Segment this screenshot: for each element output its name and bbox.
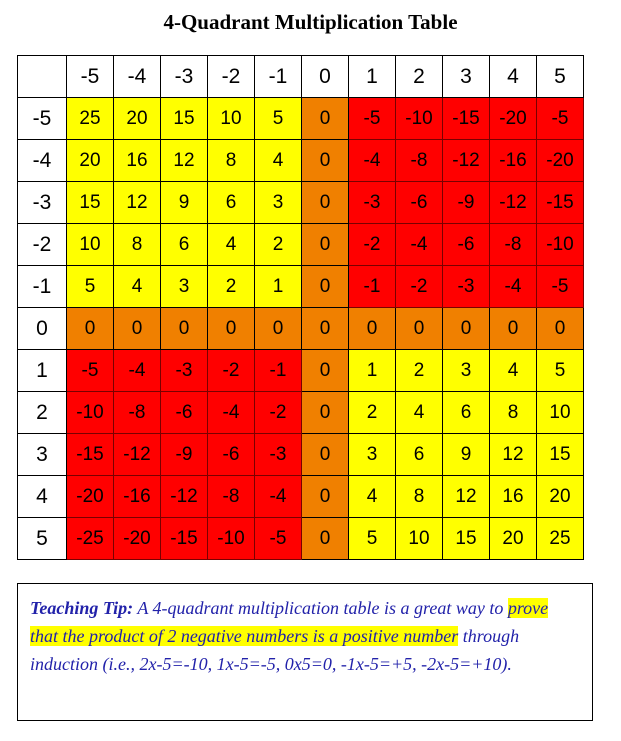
table-cell: -4: [349, 140, 396, 182]
table-row: [18, 476, 584, 518]
column-header: 5: [537, 56, 584, 98]
table-cell: -4: [208, 392, 255, 434]
table-cell: -20: [490, 98, 537, 140]
table-cell: 10: [396, 518, 443, 560]
table-cell: -10: [396, 98, 443, 140]
table-cell: 0: [302, 182, 349, 224]
table-cell: 12: [443, 476, 490, 518]
table-cell: -3: [161, 350, 208, 392]
table-cell: 4: [208, 224, 255, 266]
table-row: [18, 308, 584, 350]
table-cell: 5: [67, 266, 114, 308]
table-cell: 0: [161, 308, 208, 350]
table-cell: -5: [67, 350, 114, 392]
table-cell: 0: [114, 308, 161, 350]
table-cell: -10: [537, 224, 584, 266]
table-cell: -2: [255, 392, 302, 434]
table-cell: 0: [208, 308, 255, 350]
row-header: 2: [18, 392, 67, 434]
row-header: -5: [18, 98, 67, 140]
table-cell: 15: [537, 434, 584, 476]
table-cell: 0: [302, 224, 349, 266]
teaching-tip-text-end: through induction (i.e., 2x-5=-10, 1x-5=-5, 0x5=0, -1x-5=+5, -2x-5=+10).: [30, 626, 520, 674]
table-cell: -15: [161, 518, 208, 560]
table-cell: -3: [255, 434, 302, 476]
column-header: -4: [114, 56, 161, 98]
row-header: -4: [18, 140, 67, 182]
column-header: 4: [490, 56, 537, 98]
table-cell: 15: [161, 98, 208, 140]
table-cell: -20: [67, 476, 114, 518]
table-cell: 8: [208, 140, 255, 182]
column-header: 0: [302, 56, 349, 98]
column-header: -3: [161, 56, 208, 98]
table-cell: 5: [537, 350, 584, 392]
table-cell: -5: [255, 518, 302, 560]
table-cell: 2: [349, 392, 396, 434]
table-cell: 0: [537, 308, 584, 350]
corner-cell: [18, 56, 67, 98]
table-cell: 3: [255, 182, 302, 224]
table-cell: -6: [161, 392, 208, 434]
table-cell: 0: [302, 140, 349, 182]
table-cell: 0: [302, 476, 349, 518]
multiplication-table: [17, 55, 584, 560]
table-cell: -9: [443, 182, 490, 224]
table-cell: 4: [255, 140, 302, 182]
table-cell: 0: [302, 392, 349, 434]
table-cell: 0: [302, 434, 349, 476]
table-cell: 1: [255, 266, 302, 308]
table-cell: 12: [161, 140, 208, 182]
column-header: 1: [349, 56, 396, 98]
table-cell: 16: [114, 140, 161, 182]
table-cell: 0: [302, 98, 349, 140]
table-cell: -20: [114, 518, 161, 560]
table-cell: 3: [443, 350, 490, 392]
table-cell: 0: [302, 350, 349, 392]
table-cell: 12: [490, 434, 537, 476]
table-cell: -2: [208, 350, 255, 392]
teaching-tip-text: A 4-quadrant multiplication table is a great way to: [133, 598, 508, 618]
table-cell: 15: [443, 518, 490, 560]
table-cell: -15: [443, 98, 490, 140]
table-cell: 0: [396, 308, 443, 350]
table-row: [18, 182, 584, 224]
table-cell: 25: [537, 518, 584, 560]
row-header: 4: [18, 476, 67, 518]
table-cell: 6: [443, 392, 490, 434]
table-cell: -6: [396, 182, 443, 224]
table-cell: 2: [396, 350, 443, 392]
table-cell: 0: [302, 266, 349, 308]
table-cell: 10: [208, 98, 255, 140]
table-cell: -6: [443, 224, 490, 266]
table-cell: 5: [255, 98, 302, 140]
table-cell: -3: [349, 182, 396, 224]
table-row: [18, 350, 584, 392]
row-header: 3: [18, 434, 67, 476]
table-cell: -8: [490, 224, 537, 266]
table-row: [18, 140, 584, 182]
table-cell: 0: [443, 308, 490, 350]
table-cell: -1: [255, 350, 302, 392]
table-cell: -10: [67, 392, 114, 434]
table-cell: 6: [161, 224, 208, 266]
table-cell: -15: [67, 434, 114, 476]
table-cell: 4: [114, 266, 161, 308]
table-cell: 0: [349, 308, 396, 350]
table-cell: -2: [396, 266, 443, 308]
table-cell: -4: [396, 224, 443, 266]
column-header: -5: [67, 56, 114, 98]
table-cell: -8: [114, 392, 161, 434]
table-cell: -4: [114, 350, 161, 392]
table-cell: 2: [208, 266, 255, 308]
table-cell: 6: [208, 182, 255, 224]
table-cell: 20: [490, 518, 537, 560]
table-cell: 0: [302, 518, 349, 560]
table-cell: 3: [161, 266, 208, 308]
table-cell: 20: [537, 476, 584, 518]
table-cell: -10: [208, 518, 255, 560]
column-header: -1: [255, 56, 302, 98]
row-header: -2: [18, 224, 67, 266]
table-cell: -12: [490, 182, 537, 224]
table-cell: -12: [161, 476, 208, 518]
table-cell: 5: [349, 518, 396, 560]
table-cell: -5: [537, 266, 584, 308]
table-cell: -2: [349, 224, 396, 266]
table-cell: -5: [537, 98, 584, 140]
table-cell: -5: [349, 98, 396, 140]
table-cell: -8: [208, 476, 255, 518]
table-row: [18, 224, 584, 266]
table-cell: -12: [114, 434, 161, 476]
table-cell: -8: [396, 140, 443, 182]
table-cell: -3: [443, 266, 490, 308]
table-cell: -16: [490, 140, 537, 182]
row-header: 5: [18, 518, 67, 560]
row-header: 1: [18, 350, 67, 392]
table-cell: 9: [443, 434, 490, 476]
table-cell: -20: [537, 140, 584, 182]
row-header: -1: [18, 266, 67, 308]
table-cell: 15: [67, 182, 114, 224]
table-row: [18, 434, 584, 476]
table-cell: 8: [490, 392, 537, 434]
teaching-tip-highlight: prove that the product of 2 negative numbers is a positive number: [30, 598, 549, 646]
table-cell: 6: [396, 434, 443, 476]
table-cell: 0: [490, 308, 537, 350]
table-cell: 4: [490, 350, 537, 392]
table-cell: -15: [537, 182, 584, 224]
table-cell: 9: [161, 182, 208, 224]
column-header: 3: [443, 56, 490, 98]
table-cell: -25: [67, 518, 114, 560]
column-header: -2: [208, 56, 255, 98]
table-cell: 8: [396, 476, 443, 518]
table-cell: 8: [114, 224, 161, 266]
teaching-tip-box: [17, 583, 593, 721]
table-cell: 20: [114, 98, 161, 140]
table-cell: 25: [67, 98, 114, 140]
table-row: [18, 266, 584, 308]
table-cell: -9: [161, 434, 208, 476]
column-header: 2: [396, 56, 443, 98]
table-cell: -1: [349, 266, 396, 308]
page-title: 4-Quadrant Multiplication Table: [163, 10, 458, 34]
table-cell: 0: [302, 308, 349, 350]
table-cell: 1: [349, 350, 396, 392]
header-row: [18, 56, 584, 98]
table-cell: 0: [255, 308, 302, 350]
table-row: [18, 392, 584, 434]
table-cell: 10: [537, 392, 584, 434]
table-cell: -4: [255, 476, 302, 518]
table-cell: 10: [67, 224, 114, 266]
table-cell: -6: [208, 434, 255, 476]
row-header: 0: [18, 308, 67, 350]
table-cell: -4: [490, 266, 537, 308]
table-cell: 4: [396, 392, 443, 434]
table-cell: -12: [443, 140, 490, 182]
row-header: -3: [18, 182, 67, 224]
table-row: [18, 98, 584, 140]
table-row: [18, 518, 584, 560]
table-cell: -16: [114, 476, 161, 518]
table-cell: 4: [349, 476, 396, 518]
table-cell: 16: [490, 476, 537, 518]
table-cell: 3: [349, 434, 396, 476]
teaching-tip-label: Teaching Tip:: [30, 598, 134, 618]
table-cell: 2: [255, 224, 302, 266]
table-cell: 20: [67, 140, 114, 182]
table-cell: 0: [67, 308, 114, 350]
table-cell: 12: [114, 182, 161, 224]
